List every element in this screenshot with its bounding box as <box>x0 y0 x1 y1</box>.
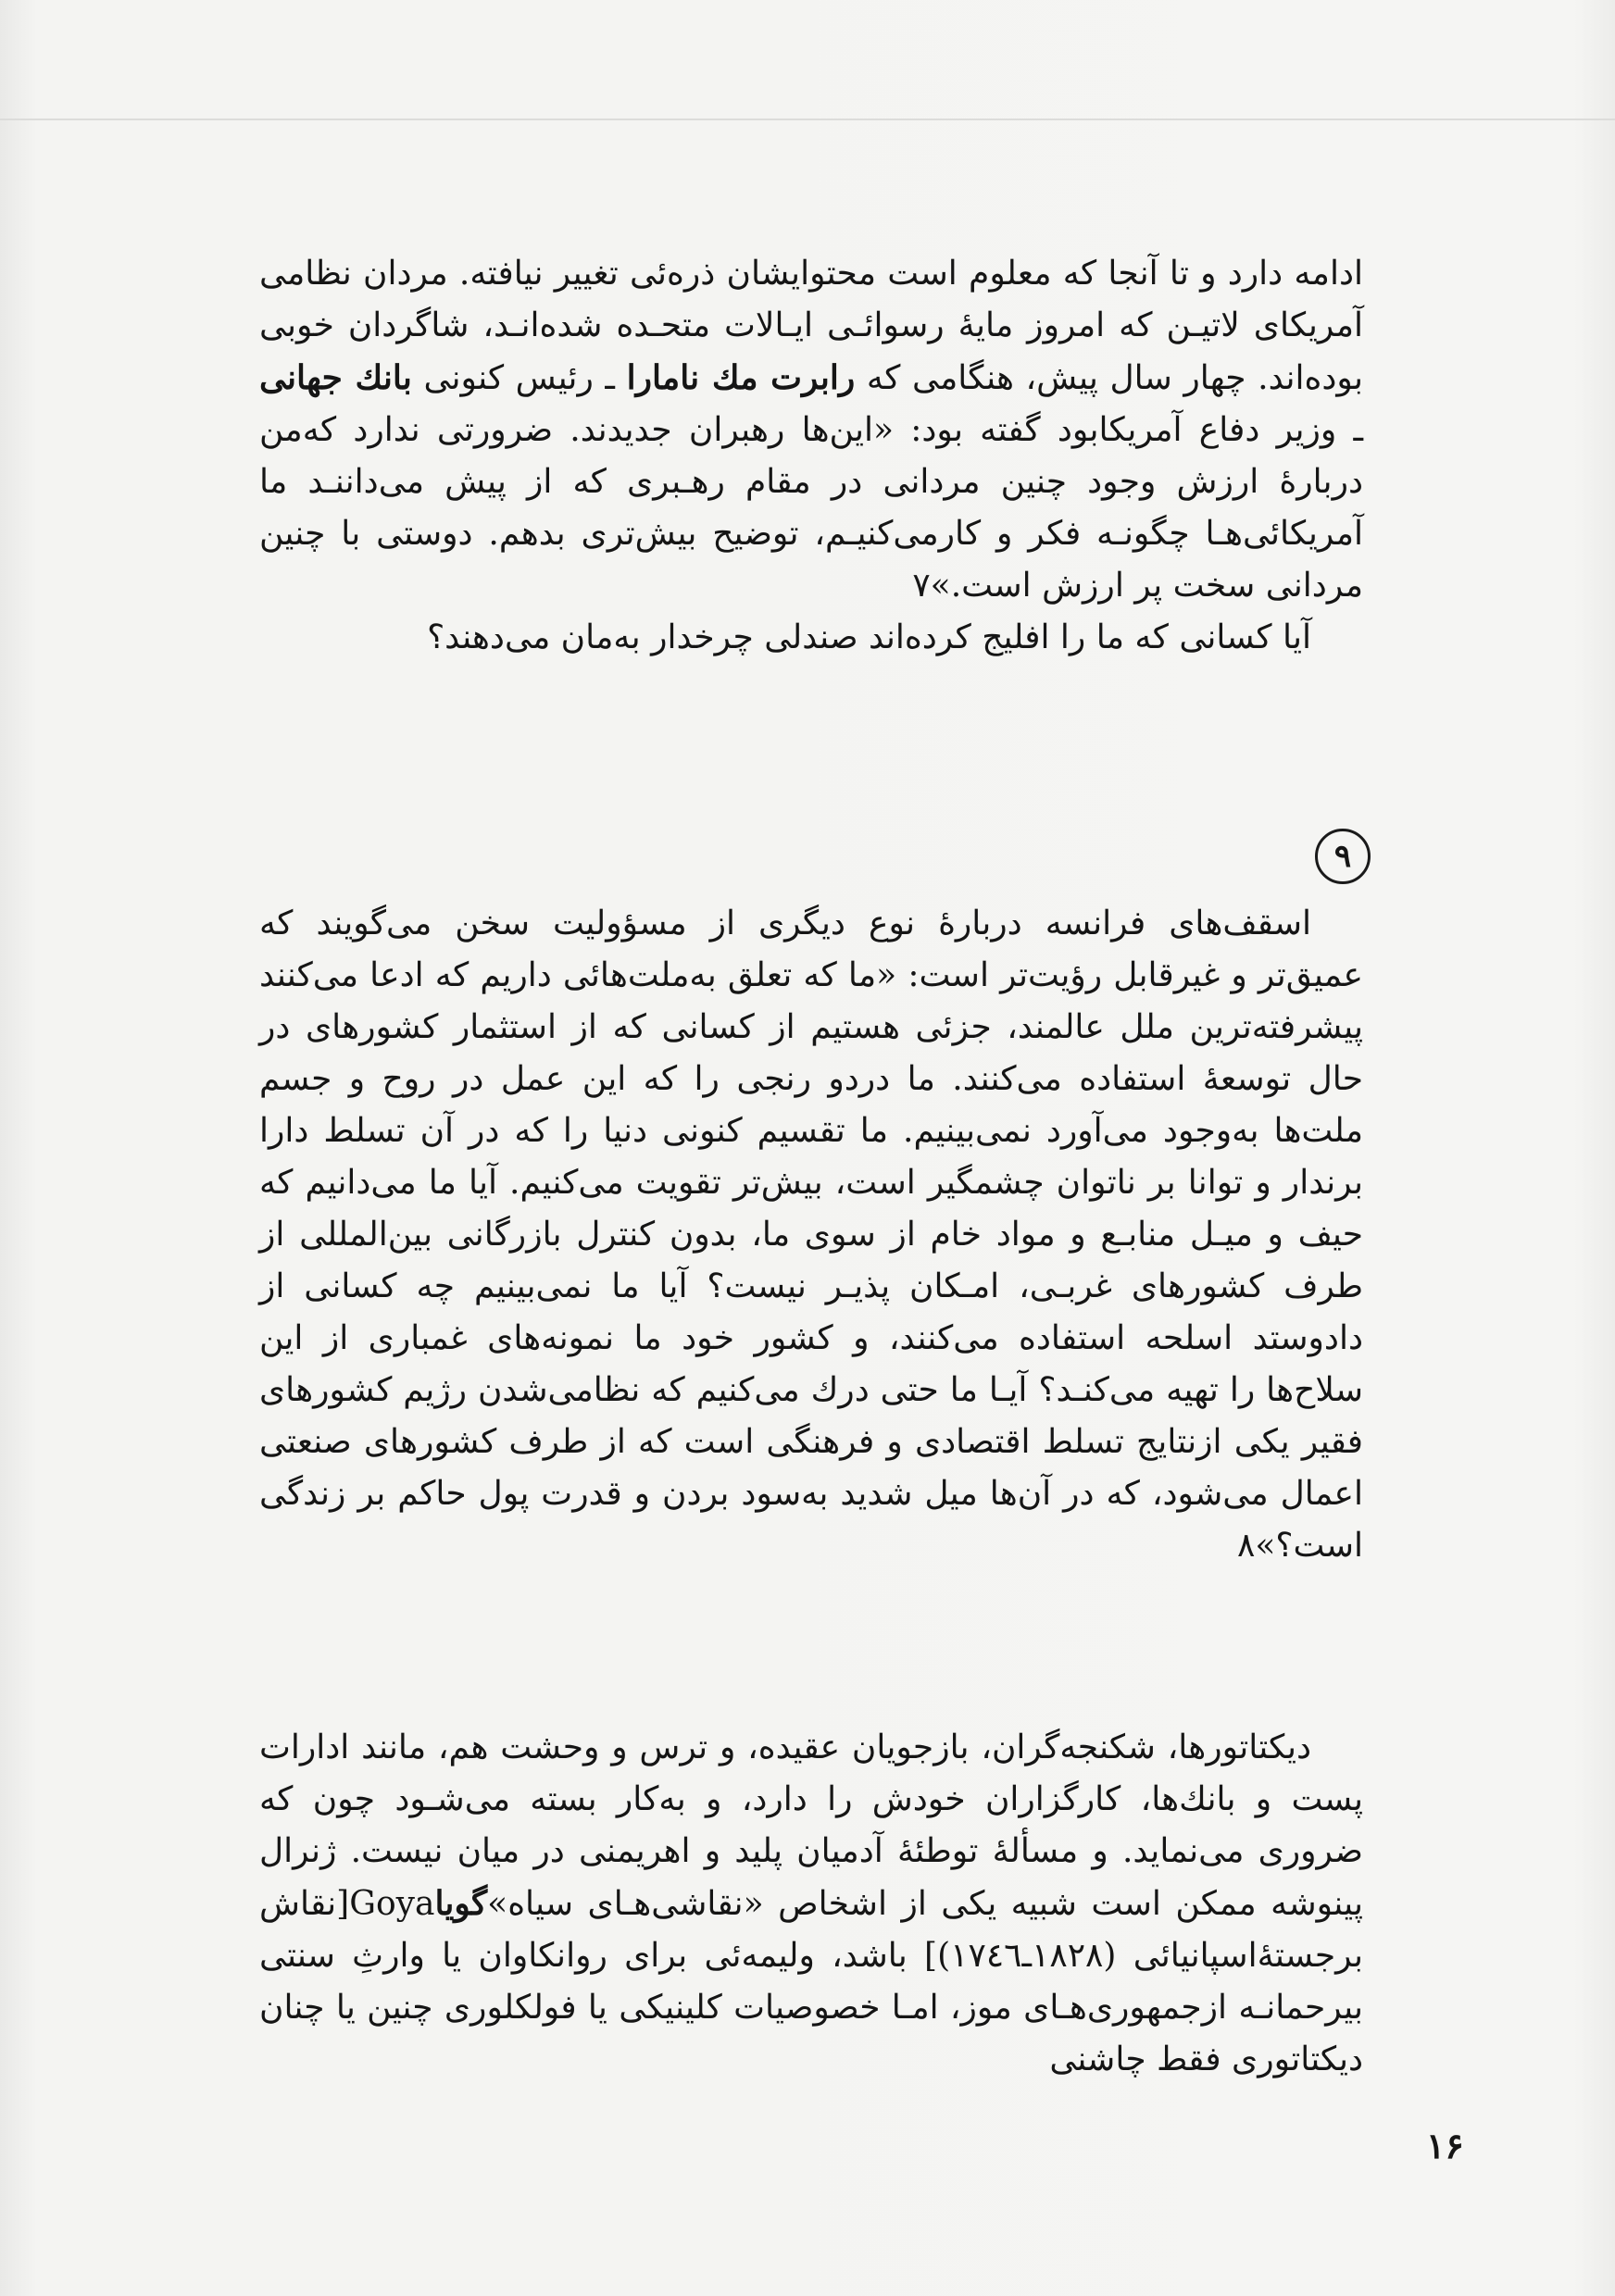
page-fold-line <box>0 119 1615 120</box>
text-block-bottom <box>259 1722 1363 2086</box>
person-name-mcnamara: رابرت مك نامارا <box>626 358 856 397</box>
paragraph-2: آیا کسانی که ما را افلیج کرده‌اند صندلی چرخدار به‌مان می‌دهند؟ <box>427 618 1311 656</box>
paragraph-4-text: دیکتاتورها، شکنجه‌گران، بازجویان عقیده، و ترس و وحشت هم، مانند ادارات پست و بانك‌ها، کارگزاران خودش را دارد، و به‌کار بسته می‌شـود چون که ضروری می‌نماید. و مسألهٔ توطئهٔ آدمیان پلید و اهریمنی در میان نیست. ژنرال پینوشه ممکن است شبیه یکی از اشخاص «نقاشی‌هـای سیاه» <box>259 1728 1363 1923</box>
section-number-marker: ۹ <box>1315 829 1371 884</box>
paragraph-1-text-c: ـ وزیر دفاع آمریکابود گفته بود: «این‌ها رهبران جدیدند. ضرورتی ندارد که‌من دربارهٔ ارزش وجود چنین مردانی در مقام رهـبری که از پیش می‌داننـد ما آمریکائی‌هـا چگونـه فکر و کارمی‌کنیـم، توضیح بیش‌تری بدهم. دوستی با چنین مردانی سخت پر ارزش است.»٧ <box>259 411 1363 605</box>
page-number: ۱۶ <box>1426 2125 1464 2166</box>
text-block-middle <box>259 898 1363 1572</box>
paragraph-1 <box>259 248 1363 612</box>
text-block-top <box>259 248 1363 664</box>
paragraph-4-text-b: Goya[نقاش برجستهٔ‌اسپانیائی (١٨٢٨ـ١٧٤٦)] باشد، ولیمه‌ئی برای روانکاوان یا وارثِ سنتی بیرحمانـه ازجمهوری‌هـای موز، امـا خصوصیات کلینیکی یا فولکلوری چنین یا چنان دیکتاتوری فقط چاشنی <box>259 1885 1364 2078</box>
paragraph-1-text-b: ـ رئیس کنونی <box>423 359 615 397</box>
paragraph-4 <box>259 1722 1363 2086</box>
paragraph-1-text: ادامه دارد و تا آنجا که معلوم است محتوایشان ذره‌ئی تغییر نیافته. مردان نظامی آمریکای لاتیـن که امروز مایهٔ رسوائـی ایـالات متحـده شده‌انـد، شاگردان خوبی بوده‌اند. چهار سال پیش، هنگامی که <box>259 255 1364 397</box>
paragraph-3: اسقف‌های فرانسه دربارهٔ نوع دیگری از مسؤولیت سخن می‌گویند که عمیق‌تر و غیرقابل رؤیت‌تر است: «ما که تعلق به‌ملت‌هائی داریم که ادعا می‌کنند پیشرفته‌ترین ملل عالمند، جزئی هستیم از کسانی که از استثمار کشورهای در حال توسعهٔ استفاده می‌کنند. ما دردو رنجی را که این عمل در روح و جسم ملت‌ها به‌وجود می‌آورد نمی‌بینیم. ما تقسیم کنونی دنیا را که در آن تسلط دارا برندار و توانا بر ناتوان چشمگیر است، بیش‌تر تقویت می‌کنیم. آیا ما می‌دانیم که حیف و میـل منابـع و مواد خام از سوی ما، بدون کنترل بازرگانی بین‌المللی از طرف کشورهای غربـی، امـکان پذیـر نیست؟ آیا ما نمی‌بینیم چه کسانی از دادوستد اسلحه استفاده می‌کنند، و کشور خود ما نمونه‌های غمباری از این سلاح‌ها را تهیه می‌کنـد؟ آیـا ما حتی درك می‌کنیم که نظامی‌شدن رژیم کشورهای فقیر یکی ازنتایج تسلط اقتصادی و فرهنگی است که از طرف کشورهای صنعتی اعمال می‌شود، که در آن‌ها میل شدید به‌سود بردن و قدرت پول حاکم بر زندگی است؟»٨ <box>259 905 1363 1565</box>
world-bank-name: بانك جهانی <box>259 358 412 397</box>
goya-name: گویا <box>434 1884 488 1923</box>
